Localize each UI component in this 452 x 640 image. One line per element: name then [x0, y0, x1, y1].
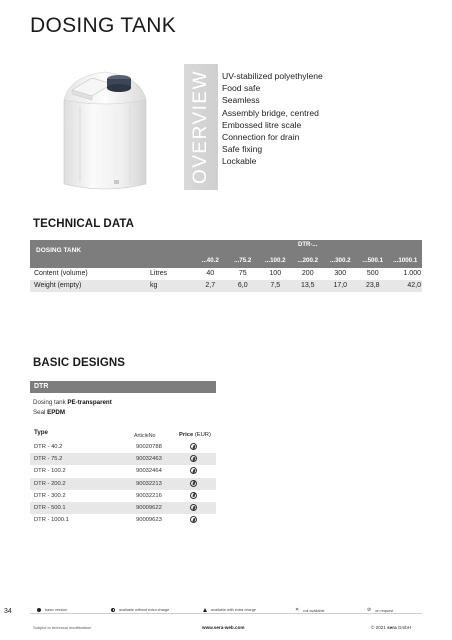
table-cell: 23,8: [365, 282, 380, 289]
on-request-icon: ⊘: [367, 607, 372, 613]
model-header: ...500.1: [362, 257, 384, 264]
feature-item: Connection for drain: [222, 132, 300, 143]
technical-data-table: [30, 240, 422, 292]
triangle-icon: [203, 608, 207, 612]
col-article: ArticleNo: [134, 433, 156, 439]
model-header: ...100.2: [264, 257, 286, 264]
row-unit: Litres: [150, 270, 168, 277]
page-number: 34: [4, 608, 12, 615]
model-headers: [194, 257, 422, 264]
spec-dosing-tank: Dosing tank PE-transparent: [33, 399, 112, 406]
model-header: ...200.2: [297, 257, 319, 264]
row-label: Weight (empty): [34, 282, 82, 289]
on-request-icon: [190, 443, 197, 450]
on-request-icon: [190, 455, 197, 462]
feature-list: [222, 70, 323, 168]
table-row: [30, 280, 422, 292]
dosing-tank-image: [50, 66, 160, 196]
on-request-icon: [190, 492, 197, 499]
on-request-icon: [190, 504, 197, 511]
table-cell: 300: [334, 270, 347, 277]
table-row: DTR - 100.2 90032464: [30, 465, 216, 477]
legend-item: basic version: [34, 608, 70, 612]
disclaimer: Subject to technical modification!: [33, 625, 92, 630]
table-row: DTR - 1000.1 90009623: [30, 514, 216, 526]
page-title: DOSING TANK: [30, 14, 177, 37]
table-row: [30, 268, 422, 280]
table-row: DTR - 300.2 90032216: [30, 490, 216, 502]
col-type: Type: [34, 429, 48, 436]
table-cell: 500: [366, 270, 379, 277]
copyright: © 2021 sera GmbH: [371, 625, 412, 630]
half-circle-icon: [111, 608, 115, 612]
website-link[interactable]: www.sera-web.com: [202, 625, 245, 630]
on-request-icon: [190, 467, 197, 474]
table-cell: 2,7: [205, 282, 216, 289]
design-table-header: [30, 429, 216, 441]
feature-item: Assembly bridge, centred: [222, 107, 319, 118]
legend-item: available without extra charge: [108, 608, 172, 612]
col-price: Price (EUR): [179, 432, 211, 438]
on-request-icon: [190, 516, 197, 523]
table-cell: 42,0: [407, 282, 421, 289]
table-row: DTR - 40.2 90020788: [30, 441, 216, 453]
table-row: DTR - 75.2 90032463: [30, 453, 216, 465]
model-header: ...40.2: [201, 257, 219, 264]
table-cell: 17,0: [333, 282, 348, 289]
table-cell: 200: [301, 270, 314, 277]
basic-designs-table: [30, 429, 216, 526]
on-request-icon: [190, 480, 197, 487]
feature-item: Seamless: [222, 95, 260, 106]
table-cell: 100: [269, 270, 282, 277]
legend: [30, 608, 422, 616]
series-label: DTR-...: [298, 242, 318, 248]
row-unit: kg: [150, 282, 158, 289]
spec-seal: Seal EPDM: [33, 409, 66, 416]
legend-item: ✕ not available: [292, 608, 328, 613]
table-cell: 75: [238, 270, 247, 277]
technical-data-header: [30, 240, 422, 268]
table-cell: 40: [206, 270, 215, 277]
feature-item: UV-stabilized polyethylene: [222, 71, 323, 81]
legend-item: available with extra charge: [200, 608, 259, 612]
row-label: Content (volume): [34, 270, 88, 277]
feature-item: Embossed litre scale: [222, 119, 302, 130]
filled-circle-icon: [37, 608, 41, 612]
table-cell: 13,5: [300, 282, 315, 289]
model-header: ...75.2: [234, 257, 252, 264]
table-cell: 7,5: [270, 282, 281, 289]
model-header: ...300.2: [329, 257, 351, 264]
model-header: ...1000.1: [393, 257, 418, 264]
table-cell: 6,0: [237, 282, 248, 289]
technical-data-heading: TECHNICAL DATA: [33, 218, 135, 230]
feature-item: Lockable: [222, 156, 257, 167]
cross-icon: ✕: [295, 607, 300, 613]
feature-item: Food safe: [222, 83, 261, 94]
feature-item: Safe fixing: [222, 144, 263, 155]
table-cell: 1.000: [403, 270, 421, 277]
table-row: DTR - 500.1 90009622: [30, 502, 216, 514]
table-row: DTR - 200.2 90032213: [30, 478, 216, 490]
overview-label: OVERVIEW: [190, 69, 211, 185]
design-group-bar: DTR: [30, 381, 216, 393]
legend-item: ⊘ on request: [364, 608, 396, 613]
basic-designs-heading: BASIC DESIGNS: [33, 357, 126, 369]
table-label: DOSING TANK: [36, 247, 82, 254]
